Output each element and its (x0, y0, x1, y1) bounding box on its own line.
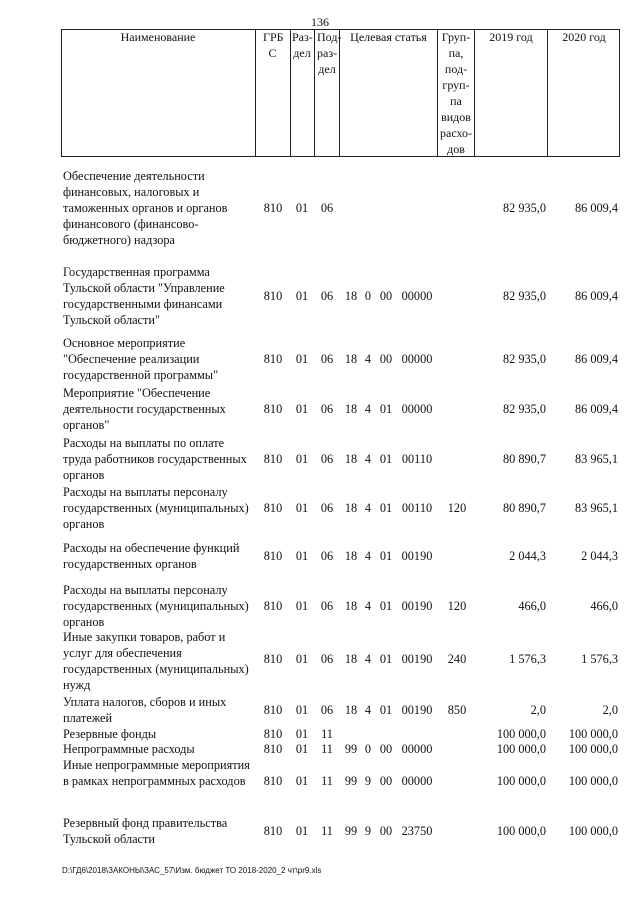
header-razdel: Раз- дел (292, 30, 313, 60)
row-target-program: 18 (344, 599, 358, 613)
header-target: Целевая статья (350, 30, 427, 44)
row-vid: 850 (447, 703, 467, 717)
row-podrazdel: 06 (320, 549, 334, 563)
header-name: Наименование (120, 30, 196, 44)
row-name: Расходы на обеспечение функций государственных органов (63, 541, 240, 571)
row-target-code: 00110 (401, 452, 433, 466)
row-podrazdel: 06 (320, 703, 334, 717)
row-2019: 82 935,0 (502, 289, 546, 303)
row-2020: 83 965,1 (574, 501, 618, 515)
row-razdel: 01 (295, 402, 309, 416)
row-target-code: 00190 (401, 599, 433, 613)
row-podrazdel: 11 (321, 824, 333, 838)
row-grbs: 810 (263, 727, 283, 741)
row-grbs: 810 (263, 652, 283, 666)
row-2020: 2,0 (602, 703, 618, 717)
row-vid: 240 (447, 652, 467, 666)
row-target-program: 99 (344, 824, 358, 838)
row-podrazdel: 06 (320, 599, 334, 613)
row-grbs: 810 (263, 774, 283, 788)
row-2020: 86 009,4 (574, 352, 618, 366)
row-target-event: 01 (379, 599, 393, 613)
row-podrazdel: 06 (320, 402, 334, 416)
row-grbs: 810 (263, 402, 283, 416)
row-razdel: 01 (295, 742, 309, 756)
row-2020: 100 000,0 (568, 727, 618, 741)
row-2019: 1 576,3 (509, 652, 546, 666)
row-razdel: 01 (295, 774, 309, 788)
row-grbs: 810 (263, 352, 283, 366)
row-target-subprogram: 4 (364, 402, 372, 416)
row-target-subprogram: 4 (364, 549, 372, 563)
row-2019: 80 890,7 (502, 501, 546, 515)
row-2020: 100 000,0 (568, 742, 618, 756)
row-target-code: 00190 (401, 549, 433, 563)
row-target-program: 18 (344, 549, 358, 563)
row-target-program: 18 (344, 352, 358, 366)
row-name: Уплата налогов, сборов и иных платежей (63, 695, 227, 725)
row-2020: 86 009,4 (574, 289, 618, 303)
row-razdel: 01 (295, 652, 309, 666)
row-target-event: 00 (379, 774, 393, 788)
row-target-event: 00 (379, 824, 393, 838)
row-target-event: 00 (379, 352, 393, 366)
row-name: Непрограммные расходы (63, 742, 195, 756)
row-razdel: 01 (295, 352, 309, 366)
row-2020: 86 009,4 (574, 201, 618, 215)
row-target-subprogram: 4 (364, 652, 372, 666)
row-razdel: 01 (295, 289, 309, 303)
row-target-subprogram: 4 (364, 501, 372, 515)
row-2020: 466,0 (590, 599, 618, 613)
row-grbs: 810 (263, 599, 283, 613)
row-target-subprogram: 0 (364, 289, 372, 303)
row-2020: 1 576,3 (581, 652, 618, 666)
row-target-program: 99 (344, 742, 358, 756)
row-target-subprogram: 4 (364, 703, 372, 717)
row-razdel: 01 (295, 201, 309, 215)
row-target-subprogram: 4 (364, 599, 372, 613)
row-name: Иные закупки товаров, работ и услуг для обеспечения государственных (муниципальных) нужд (63, 630, 249, 692)
row-target-program: 18 (344, 289, 358, 303)
row-target-event: 01 (379, 703, 393, 717)
header-2019: 2019 год (489, 30, 533, 44)
row-target-event: 00 (379, 289, 393, 303)
row-target-program: 18 (344, 652, 358, 666)
row-grbs: 810 (263, 501, 283, 515)
row-target-subprogram: 9 (364, 774, 372, 788)
row-target-program: 18 (344, 703, 358, 717)
row-target-event: 01 (379, 549, 393, 563)
row-2019: 100 000,0 (496, 824, 546, 838)
row-target-code: 00000 (401, 352, 433, 366)
header-podrazdel: Под- раз- дел (317, 30, 342, 76)
row-razdel: 01 (295, 549, 309, 563)
row-grbs: 810 (263, 201, 283, 215)
row-target-code: 00110 (401, 501, 433, 515)
row-podrazdel: 06 (320, 289, 334, 303)
row-target-program: 99 (344, 774, 358, 788)
row-name: Расходы на выплаты персоналу государственных (муниципальных) органов (63, 583, 249, 629)
row-razdel: 01 (295, 501, 309, 515)
row-podrazdel: 06 (320, 501, 334, 515)
row-podrazdel: 06 (320, 652, 334, 666)
row-target-subprogram: 9 (364, 824, 372, 838)
row-target-code: 00000 (401, 742, 433, 756)
row-target-subprogram: 4 (364, 452, 372, 466)
row-razdel: 01 (295, 452, 309, 466)
row-target-program: 18 (344, 402, 358, 416)
row-target-code: 00000 (401, 402, 433, 416)
table-header (61, 29, 620, 157)
row-vid: 120 (447, 599, 467, 613)
row-target-code: 23750 (401, 824, 433, 838)
row-2019: 100 000,0 (496, 774, 546, 788)
row-target-event: 01 (379, 452, 393, 466)
row-target-event: 00 (379, 742, 393, 756)
header-2020: 2020 год (562, 30, 606, 44)
row-vid: 120 (447, 501, 467, 515)
row-target-code: 00000 (401, 289, 433, 303)
row-grbs: 810 (263, 452, 283, 466)
row-target-code: 00000 (401, 774, 433, 788)
row-podrazdel: 06 (320, 352, 334, 366)
row-target-subprogram: 4 (364, 352, 372, 366)
row-target-program: 18 (344, 501, 358, 515)
row-target-event: 01 (379, 501, 393, 515)
row-2020: 86 009,4 (574, 402, 618, 416)
row-podrazdel: 11 (321, 727, 333, 741)
header-grbs: ГРБ С (263, 30, 284, 60)
row-target-event: 01 (379, 652, 393, 666)
row-name: Мероприятие "Обеспечение деятельности государственных органов" (63, 386, 226, 432)
row-name: Расходы на выплаты персоналу государственных (муниципальных) органов (63, 485, 249, 531)
row-podrazdel: 11 (321, 774, 333, 788)
row-name: Иные непрограммные мероприятия в рамках непрограммных расходов (63, 758, 250, 788)
row-target-program: 18 (344, 452, 358, 466)
row-razdel: 01 (295, 824, 309, 838)
row-2019: 82 935,0 (502, 201, 546, 215)
row-name: Резервные фонды (63, 727, 157, 741)
row-2019: 2,0 (530, 703, 546, 717)
row-target-event: 01 (379, 402, 393, 416)
row-grbs: 810 (263, 289, 283, 303)
row-razdel: 01 (295, 703, 309, 717)
row-name: Резервный фонд правительства Тульской области (63, 816, 228, 846)
row-target-code: 00190 (401, 652, 433, 666)
row-2020: 100 000,0 (568, 824, 618, 838)
row-target-code: 00190 (401, 703, 433, 717)
row-podrazdel: 11 (321, 742, 333, 756)
row-grbs: 810 (263, 549, 283, 563)
row-2019: 82 935,0 (502, 352, 546, 366)
page-number: 136 (311, 15, 329, 29)
row-2019: 100 000,0 (496, 727, 546, 741)
row-2019: 466,0 (518, 599, 546, 613)
row-2020: 83 965,1 (574, 452, 618, 466)
row-2019: 2 044,3 (509, 549, 546, 563)
row-2019: 82 935,0 (502, 402, 546, 416)
row-name: Государственная программа Тульской области "Управление государственными финансами Тульской области" (63, 265, 225, 327)
row-2019: 100 000,0 (496, 742, 546, 756)
row-grbs: 810 (263, 703, 283, 717)
row-podrazdel: 06 (320, 201, 334, 215)
row-2020: 100 000,0 (568, 774, 618, 788)
row-target-subprogram: 0 (364, 742, 372, 756)
row-name: Расходы на выплаты по оплате труда работников государственных органов (63, 436, 247, 482)
row-grbs: 810 (263, 824, 283, 838)
row-podrazdel: 06 (320, 452, 334, 466)
row-2020: 2 044,3 (581, 549, 618, 563)
row-name: Обеспечение деятельности финансовых, налоговых и таможенных органов и органов финансового (финансово-бюджетного) надзора (63, 169, 228, 247)
row-name: Основное мероприятие "Обеспечение реализации государственной программы" (63, 336, 219, 382)
row-grbs: 810 (263, 742, 283, 756)
header-vid: Груп- па, под- груп- па видов расхо- дов (440, 30, 473, 156)
row-razdel: 01 (295, 727, 309, 741)
row-2019: 80 890,7 (502, 452, 546, 466)
file-path-footer: D:\ГД6\2018\ЗАКОНЫ\ЗАС_57\Изм. бюджет ТО 2018-2020_2 чт\pr9.xls (62, 866, 322, 875)
row-razdel: 01 (295, 599, 309, 613)
